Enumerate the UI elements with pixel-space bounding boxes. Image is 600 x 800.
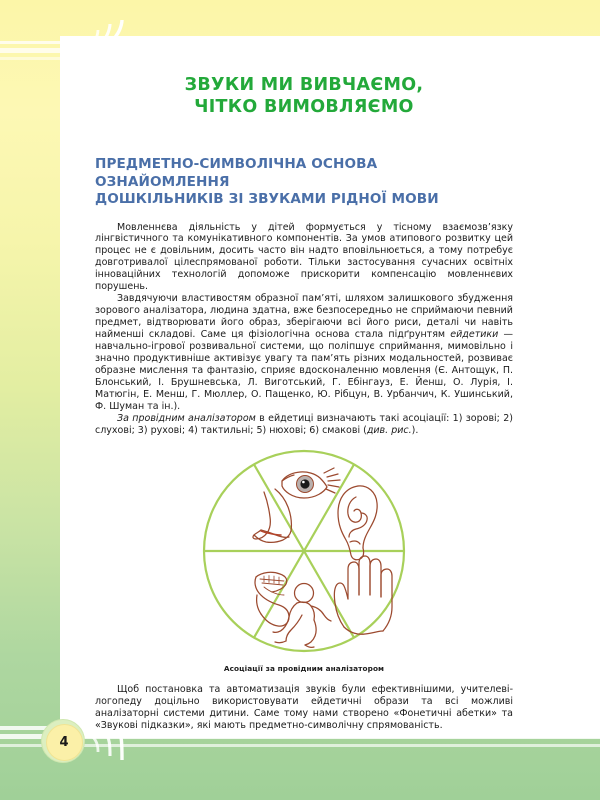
- paragraph-3-part-a: в ейдетиці визначають такі асоціації: 1) зорові; 2) слухові; 3) рухові; 4) тактильні; 5) нюхові; 6) смакові (: [95, 412, 513, 436]
- page-number-badge: [41, 719, 85, 763]
- figure-caption: Асоціації за провідним аналізатором: [223, 663, 385, 673]
- paragraph-1: Мовленнєва діяльність у дітей формується у тісному взаємозв’язку лінгвістичного та комунікативного компонентів. За умов атипового розвитку цей процес не є довільним, досить часто він надто вповільнюється, а тому потребує довготривалої цілеспрямованої роботи. Тільки застосування сучасних освітніх інноваційних технологій допоможе прискорити компенсацію мовленнєвих порушень.: [95, 221, 513, 293]
- page-content: [95, 60, 513, 740]
- see-figure-reference: див. рис.: [366, 424, 412, 436]
- paragraph-4: Щоб постановка та автоматизація звуків були ефективнішими, учителеві-логопеду доцільно використовувати ейдетичні образи та всі можливі аналізаторні системи дитини. Саме тому нами створено «Фонетичні абетки» та «Звукові підказки», які мають предметно-символічну спрямованість.: [95, 683, 513, 731]
- page-title-line-1: ЗВУКИ МИ ВИВЧАЄМО,: [184, 75, 424, 95]
- term-eidetics: ейдетики: [450, 329, 499, 341]
- section-heading-line-1: ПРЕДМЕТНО-СИМВОЛІЧНА ОСНОВА ОЗНАЙОМЛЕННЯ: [95, 156, 378, 190]
- paragraph-3-part-b: ).: [411, 424, 419, 436]
- paragraph-2-part-b: — навчально-ігрової розвивальної системи, що поліпшує сприймання, мимовільно і значно продуктивніше активізує увагу та пам’ять різних модальностей, розвиває образне мислення та фантазію, сприяє вдосконаленню мовлення (Є. Антощук, П. Блонський, І. Брушневська, Л. Виготський, Г. Ебінгауз, Е. Йенш, О. Лурія, І. Матюгін, Е. Менш, Г. Мюллер, О. Пащенко, Ю. Рібцун, В. Урбанчич, К. Ушинський, Ф. Шуман та ін.).: [95, 329, 513, 412]
- page-number-inner: [46, 724, 83, 761]
- page-title: [95, 74, 513, 118]
- analyzer-wheel: [198, 445, 410, 661]
- term-leading-analyzer: За провідним аналізатором: [117, 412, 256, 424]
- section-heading: [95, 156, 513, 209]
- section-heading-line-2: ДОШКІЛЬНИКІВ ЗІ ЗВУКАМИ РІДНОЇ МОВИ: [95, 191, 439, 207]
- bottom-stripe-3: [0, 744, 600, 747]
- paragraph-3: [95, 413, 513, 437]
- page-title-line-2: ЧІТКО ВИМОВЛЯЄМО: [194, 97, 414, 117]
- paragraph-2-part-a: Завдячуючи властивостям образної пам’яті, шляхом залишкового збудження зорового аналізатора, людина здатна, вже безпосередньо не сприймаючи певний предмет, відтворювати його образ, зберігаючи всі його риси, деталі чи навіть найменші складові. Саме ця фізіологічна основа стала підґрунтям: [95, 293, 513, 341]
- page-number-value: 4: [59, 734, 69, 750]
- figure-block: [95, 445, 513, 673]
- analyzer-wheel-svg: [198, 445, 410, 657]
- paragraph-2: [95, 293, 513, 413]
